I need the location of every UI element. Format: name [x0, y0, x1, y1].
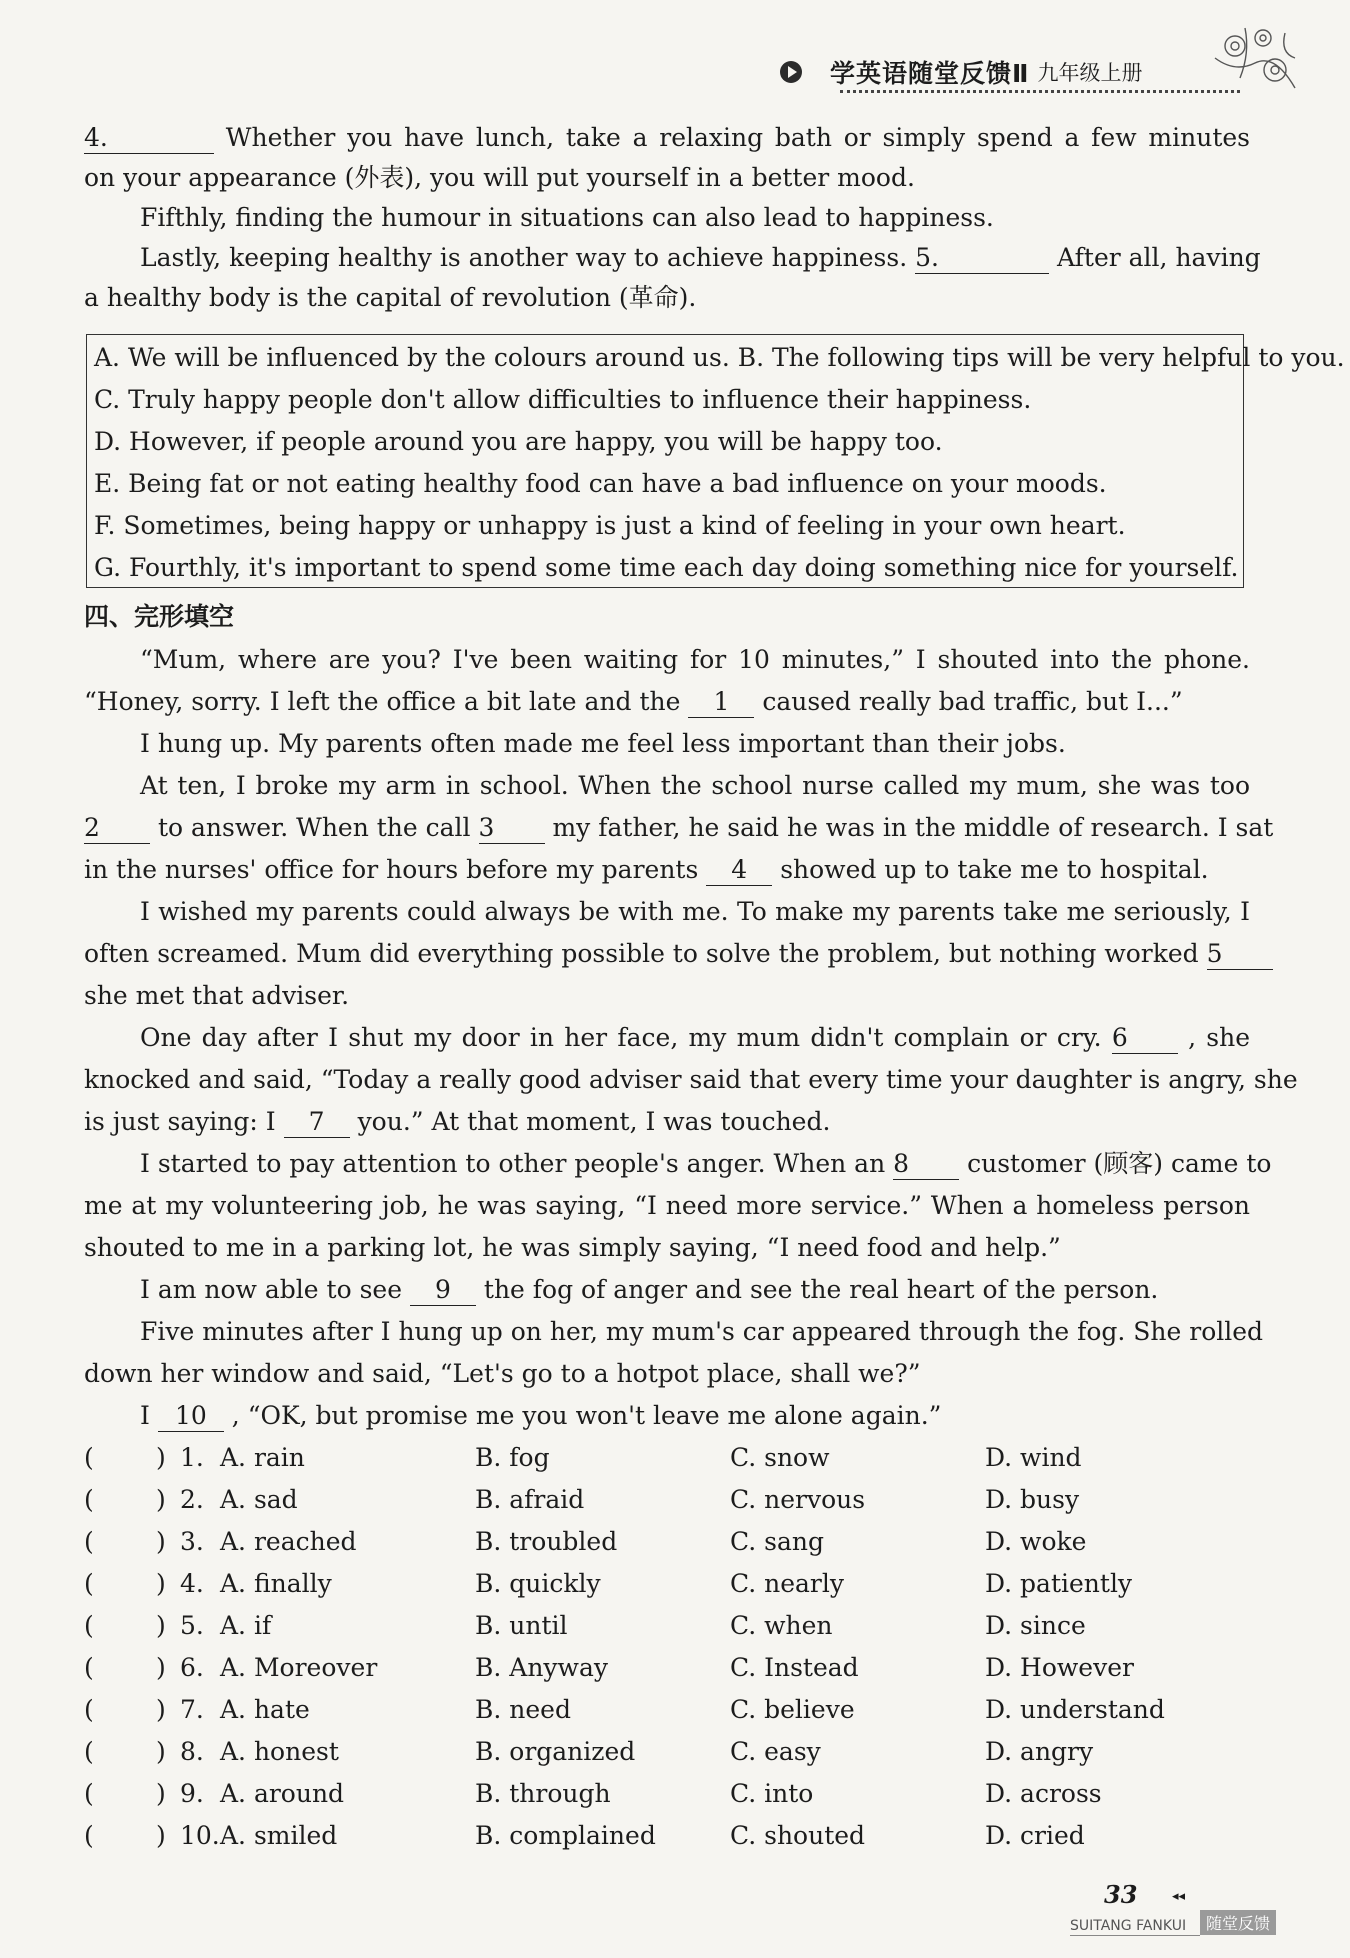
option-a: A. We will be influenced by the colours around us.: [94, 343, 730, 372]
header-title: 学英语随堂反馈Ⅱ: [830, 59, 1030, 88]
question-number: 6.: [180, 1653, 204, 1682]
choice-c[interactable]: C. easy: [730, 1737, 821, 1766]
cloze-line: I started to pay attention to other people's anger. When an 8 customer (顾客) came to: [140, 1149, 1272, 1178]
answer-bracket-open[interactable]: (: [84, 1527, 94, 1556]
choice-d[interactable]: D. since: [985, 1611, 1086, 1640]
cloze-line: she met that adviser.: [84, 981, 350, 1010]
question-number: 3.: [180, 1527, 204, 1556]
choice-row: [84, 1774, 1254, 1814]
footer-tag: 随堂反馈: [1200, 1910, 1276, 1935]
choice-b[interactable]: B. fog: [475, 1443, 550, 1472]
cloze-line: One day after I shut my door in her face, my mum didn't complain or cry. 6 , she: [140, 1023, 1250, 1052]
choice-row: [84, 1606, 1254, 1646]
cloze-line: I hung up. My parents often made me feel less important than their jobs.: [140, 729, 1066, 758]
choice-c[interactable]: C. shouted: [730, 1821, 866, 1850]
passage-line: Fifthly, finding the humour in situations can also lead to happiness.: [140, 203, 994, 232]
page-header: [780, 52, 1142, 92]
cloze-blank-7[interactable]: 7: [284, 1107, 350, 1138]
cloze-line: At ten, I broke my arm in school. When the school nurse called my mum, she was too: [140, 771, 1250, 800]
choice-d[interactable]: D. wind: [985, 1443, 1082, 1472]
answer-bracket-close: ): [156, 1569, 166, 1598]
cloze-line: often screamed. Mum did everything possible to solve the problem, but nothing worked 5: [84, 934, 1250, 974]
choice-d[interactable]: D. angry: [985, 1737, 1094, 1766]
choice-c[interactable]: C. into: [730, 1779, 814, 1808]
answer-bracket-open[interactable]: (: [84, 1569, 94, 1598]
footer-rule: [1070, 1935, 1200, 1936]
answer-bracket-close: ): [156, 1779, 166, 1808]
choice-a[interactable]: A. finally: [220, 1569, 332, 1598]
answer-bracket-open[interactable]: (: [84, 1779, 94, 1808]
choice-d[interactable]: D. However: [985, 1653, 1134, 1682]
cloze-line: is just saying: I 7 you.” At that moment, I was touched.: [84, 1107, 831, 1136]
section-title: 四、完形填空: [84, 602, 235, 631]
answer-bracket-close: ): [156, 1653, 166, 1682]
choice-b[interactable]: B. troubled: [475, 1527, 618, 1556]
answer-bracket-open[interactable]: (: [84, 1653, 94, 1682]
option-f: F. Sometimes, being happy or unhappy is just a kind of feeling in your own heart.: [94, 511, 1126, 540]
choice-c[interactable]: C. snow: [730, 1443, 830, 1472]
cloze-blank-9[interactable]: 9: [410, 1275, 476, 1306]
cloze-line: I am now able to see 9 the fog of anger and see the real heart of the person.: [140, 1275, 1159, 1304]
choice-a[interactable]: A. honest: [220, 1737, 339, 1766]
cloze-line: “Honey, sorry. I left the office a bit late and the 1 caused really bad traffic, but I...”: [84, 687, 1183, 716]
answer-blank[interactable]: 4.: [84, 123, 214, 154]
answer-bracket-open[interactable]: (: [84, 1485, 94, 1514]
choice-b[interactable]: B. organized: [475, 1737, 636, 1766]
choice-row: [84, 1564, 1254, 1604]
answer-bracket-close: ): [156, 1611, 166, 1640]
choice-row: [84, 1732, 1254, 1772]
choice-d[interactable]: D. busy: [985, 1485, 1080, 1514]
choice-c[interactable]: C. nervous: [730, 1485, 866, 1514]
choice-d[interactable]: D. understand: [985, 1695, 1165, 1724]
cloze-blank-2[interactable]: 2: [84, 813, 150, 844]
answer-bracket-open[interactable]: (: [84, 1737, 94, 1766]
cloze-blank-1[interactable]: 1: [688, 687, 754, 718]
cloze-line: I 10 , “OK, but promise me you won't leave me alone again.”: [140, 1401, 942, 1430]
choice-row: [84, 1648, 1254, 1688]
choice-c[interactable]: C. Instead: [730, 1653, 859, 1682]
cloze-line: I wished my parents could always be with me. To make my parents take me seriously, I: [140, 897, 1250, 926]
choice-a[interactable]: A. if: [220, 1611, 272, 1640]
answer-bracket-open[interactable]: (: [84, 1695, 94, 1724]
choice-a[interactable]: A. Moreover: [220, 1653, 378, 1682]
choice-a[interactable]: A. reached: [220, 1527, 357, 1556]
option-e: E. Being fat or not eating healthy food can have a bad influence on your moods.: [94, 469, 1107, 498]
answer-bracket-close: ): [156, 1485, 166, 1514]
header-subtitle: 九年级上册: [1037, 61, 1143, 85]
flower-decoration-icon: [1205, 18, 1305, 108]
answer-bracket-open[interactable]: (: [84, 1611, 94, 1640]
option-row: [94, 338, 1345, 378]
choice-row: [84, 1480, 1254, 1520]
answer-bracket-open[interactable]: (: [84, 1821, 94, 1850]
choice-c[interactable]: C. believe: [730, 1695, 855, 1724]
question-number: 8.: [180, 1737, 204, 1766]
cloze-line: 2 to answer. When the call 3 my father, he said he was in the middle of research. I sat: [84, 813, 1274, 842]
choice-a[interactable]: A. sad: [220, 1485, 298, 1514]
page-number: 33: [1104, 1880, 1138, 1909]
choice-a[interactable]: A. smiled: [220, 1821, 338, 1850]
passage-line: on your appearance (外表), you will put yourself in a better mood.: [84, 163, 915, 192]
choice-a[interactable]: A. rain: [220, 1443, 305, 1472]
answer-blank[interactable]: 5.: [915, 243, 1049, 274]
arrow-icon: ◂◂: [1172, 1889, 1186, 1904]
choice-row: [84, 1522, 1254, 1562]
passage-line: Lastly, keeping healthy is another way to achieve happiness. 5. After all, having: [140, 243, 1261, 272]
choice-b[interactable]: B. quickly: [475, 1569, 601, 1598]
option-d: D. However, if people around you are happy, you will be happy too.: [94, 427, 943, 456]
choice-c[interactable]: C. when: [730, 1611, 833, 1640]
play-icon: [780, 61, 802, 83]
choice-d[interactable]: D. patiently: [985, 1569, 1133, 1598]
question-number: 9.: [180, 1779, 204, 1808]
question-number: 7.: [180, 1695, 204, 1724]
question-number: 1.: [180, 1443, 204, 1472]
cloze-line: down her window and said, “Let's go to a hotpot place, shall we?”: [84, 1359, 921, 1388]
footer-brand: SUITANG FANKUI: [1070, 1918, 1187, 1934]
cloze-blank-6[interactable]: 6: [1112, 1023, 1178, 1054]
option-g: G. Fourthly, it's important to spend some time each day doing something nice for yourself.: [94, 553, 1239, 582]
choice-row: [84, 1816, 1254, 1856]
answer-bracket-close: ): [156, 1443, 166, 1472]
answer-bracket-close: ): [156, 1695, 166, 1724]
cloze-line: shouted to me in a parking lot, he was simply saying, “I need food and help.”: [84, 1233, 1061, 1262]
answer-bracket-close: ): [156, 1527, 166, 1556]
choice-b[interactable]: B. Anyway: [475, 1653, 608, 1682]
choice-c[interactable]: C. sang: [730, 1527, 824, 1556]
choice-d[interactable]: D. across: [985, 1779, 1102, 1808]
cloze-blank-10[interactable]: 10: [158, 1401, 224, 1432]
question-number: 4.: [180, 1569, 204, 1598]
question-number: 10.: [180, 1821, 220, 1850]
choice-d[interactable]: D. cried: [985, 1821, 1085, 1850]
answer-bracket-close: ): [156, 1821, 166, 1850]
choice-a[interactable]: A. hate: [220, 1695, 310, 1724]
cloze-blank-5[interactable]: 5: [1207, 939, 1273, 970]
header-dotted-rule: [840, 90, 1240, 93]
cloze-blank-8[interactable]: 8: [893, 1149, 959, 1180]
cloze-line: Five minutes after I hung up on her, my mum's car appeared through the fog. She rolled: [140, 1317, 1264, 1346]
question-number: 5.: [180, 1611, 204, 1640]
cloze-line: “Mum, where are you? I've been waiting for 10 minutes,” I shouted into the phone.: [140, 645, 1250, 674]
answer-bracket-open[interactable]: (: [84, 1443, 94, 1472]
question-number: 2.: [180, 1485, 204, 1514]
choice-b[interactable]: B. through: [475, 1779, 611, 1808]
choice-b[interactable]: B. complained: [475, 1821, 656, 1850]
cloze-line: knocked and said, “Today a really good adviser said that every time your daughter is angry, she: [84, 1065, 1298, 1094]
choice-row: [84, 1690, 1254, 1730]
cloze-blank-4[interactable]: 4: [706, 855, 772, 886]
choice-row: [84, 1438, 1254, 1478]
choice-a[interactable]: A. around: [220, 1779, 345, 1808]
passage-line: 4. Whether you have lunch, take a relaxing bath or simply spend a few minutes: [84, 123, 1250, 152]
option-b: B. The following tips will be very helpful to you.: [737, 343, 1345, 372]
answer-bracket-close: ): [156, 1737, 166, 1766]
choice-b[interactable]: B. afraid: [475, 1485, 585, 1514]
choice-b[interactable]: B. until: [475, 1611, 568, 1640]
option-c: C. Truly happy people don't allow difficulties to influence their happiness.: [94, 385, 1032, 414]
cloze-line: in the nurses' office for hours before my parents 4 showed up to take me to hospital.: [84, 855, 1209, 884]
choice-d[interactable]: D. woke: [985, 1527, 1087, 1556]
passage-line: a healthy body is the capital of revolution (革命).: [84, 283, 697, 312]
choice-b[interactable]: B. need: [475, 1695, 571, 1724]
choice-c[interactable]: C. nearly: [730, 1569, 845, 1598]
cloze-blank-3[interactable]: 3: [479, 813, 545, 844]
cloze-line: me at my volunteering job, he was saying, “I need more service.” When a homeless person: [84, 1191, 1250, 1220]
